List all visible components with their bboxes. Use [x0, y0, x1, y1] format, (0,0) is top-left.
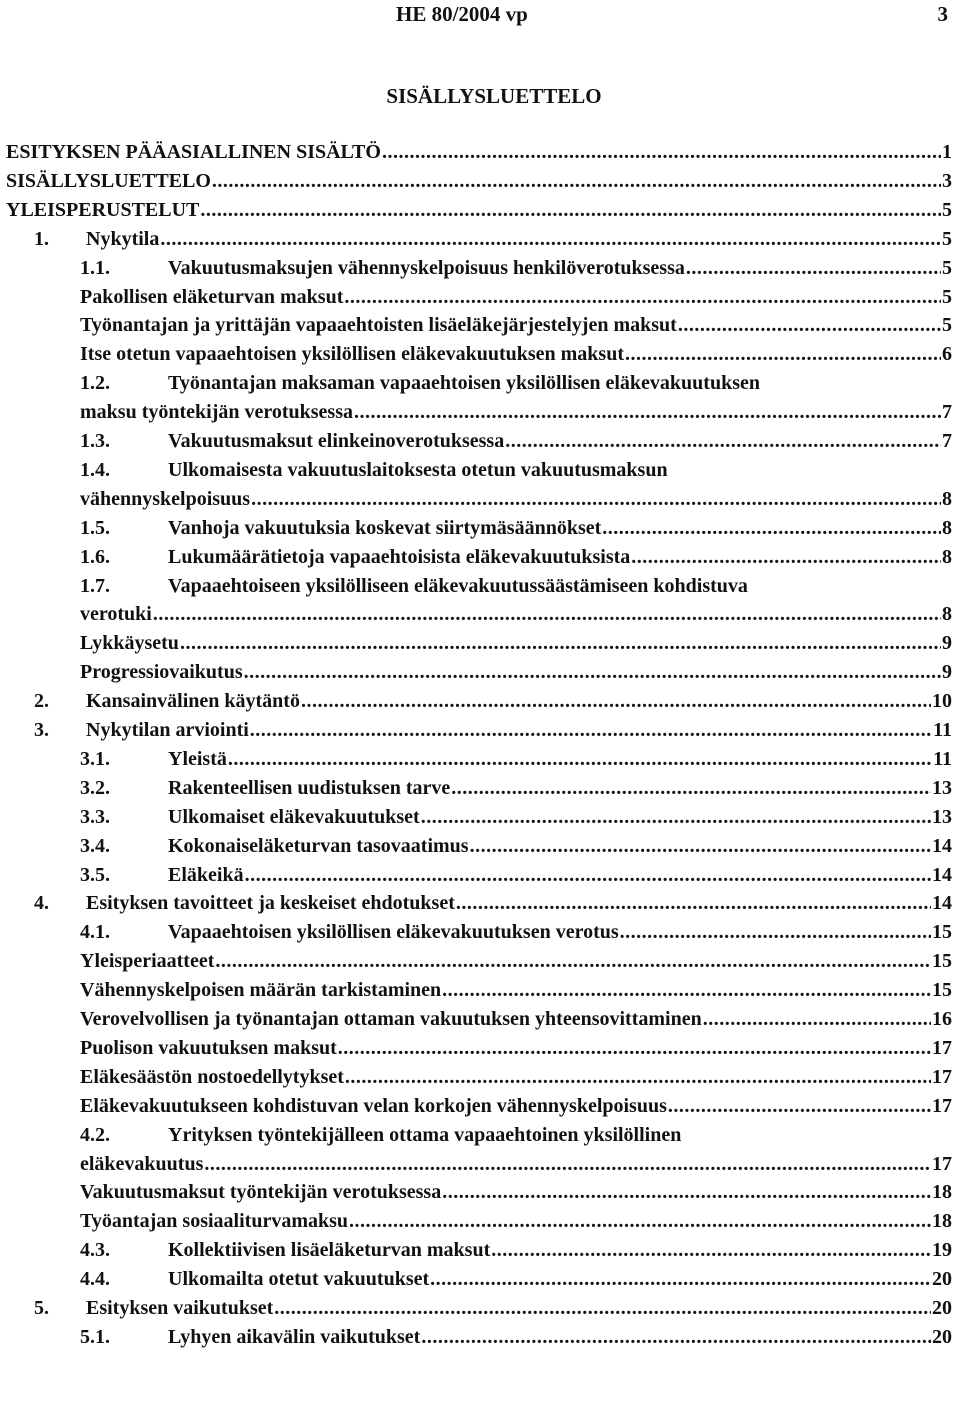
toc-entry-page: 20 [932, 1268, 952, 1291]
toc-entry-label: Lykkäysetu [80, 632, 179, 655]
toc-entry-number: 1.5. [80, 516, 110, 539]
toc-leader-dots [491, 1236, 931, 1265]
toc-entry[interactable] [0, 283, 960, 312]
toc-entry[interactable] [0, 687, 960, 716]
toc-entry-page: 10 [932, 690, 952, 713]
toc-entry-label: vähennyskelpoisuus [80, 487, 251, 510]
toc-entry-label: Esityksen vaikutukset [86, 1297, 274, 1319]
toc-entry-page: 16 [932, 1008, 952, 1030]
toc-leader-dots [602, 514, 941, 543]
toc-leader-dots [204, 1150, 931, 1179]
toc-entry-label: Esityksen tavoitteet ja keskeiset ehdotukset [86, 892, 455, 915]
toc-leader-dots [160, 225, 941, 254]
toc-leader-dots [338, 1034, 931, 1063]
toc-leader-dots [212, 167, 941, 196]
toc-entry-label: Työnantajan maksaman vapaaehtoisen yksilöllisen eläkevakuutuksen [168, 372, 760, 395]
toc-entry[interactable] [0, 167, 960, 196]
toc-leader-dots [625, 340, 941, 369]
toc-entry-page: 7 [942, 430, 952, 452]
toc-entry-label: maksu työntekijän verotuksessa [80, 401, 353, 424]
toc-entry-page: 11 [933, 719, 952, 741]
toc-entry-number: 1.2. [80, 372, 110, 395]
toc-entry[interactable] [0, 138, 960, 167]
toc-entry-number: 4. [34, 892, 49, 915]
toc-leader-dots [620, 918, 931, 947]
toc-leader-dots [274, 1294, 931, 1323]
toc-leader-dots [180, 629, 941, 658]
toc-entry-number: 1. [34, 227, 49, 250]
toc-entry[interactable] [0, 600, 960, 629]
toc-entry-number: 2. [34, 690, 49, 713]
toc-entry-label: Vakuutusmaksut elinkeinoverotuksessa [168, 430, 505, 452]
toc-entry-label: Nykytilan arviointi [86, 719, 249, 741]
toc-entry[interactable] [0, 514, 960, 543]
toc-entry-label: Kokonaiseläketurvan tasovaatimus [168, 834, 469, 857]
toc-entry-number: 3.4. [80, 834, 110, 857]
toc-entry-label: Pakollisen eläketurvan maksut [80, 285, 344, 308]
toc-entry-page: 14 [932, 863, 952, 886]
toc-entry-page: 14 [932, 834, 952, 857]
page-header [0, 0, 960, 28]
toc-entry[interactable] [0, 1121, 960, 1150]
toc-leader-dots [245, 861, 931, 890]
toc-entry-label: Puolison vakuutuksen maksut [80, 1036, 337, 1059]
toc-leader-dots [344, 283, 941, 312]
toc-entry-page: 15 [932, 950, 952, 973]
toc-entry-label: Vapaaehtoiseen yksilölliseen eläkevakuutussäästämiseen kohdistuva [168, 574, 748, 597]
toc-entry[interactable] [0, 311, 960, 340]
toc-entry-label: Vakuutusmaksut työntekijän verotuksessa [80, 1181, 442, 1204]
toc-entry-page: 8 [942, 545, 952, 568]
toc-entry[interactable] [0, 1092, 960, 1121]
toc-entry-page: 5 [942, 285, 952, 308]
toc-entry-number: 4.4. [80, 1268, 110, 1291]
toc-entry-label: Ulkomailta otetut vakuutukset [168, 1268, 430, 1291]
toc-entry-number: 3.3. [80, 805, 110, 828]
toc-entry-page: 7 [942, 401, 952, 424]
toc-entry[interactable] [0, 1034, 960, 1063]
document-id: HE 80/2004 vp [396, 2, 528, 26]
toc-entry-label: Eläkevakuutukseen kohdistuvan velan korkojen vähennyskelpoisuus [80, 1094, 667, 1117]
toc-entry-page: 5 [942, 227, 952, 250]
toc-leader-dots [228, 745, 932, 774]
toc-leader-dots [244, 658, 941, 687]
toc-entry-number: 1.4. [80, 458, 110, 481]
toc-entry-page: 13 [932, 805, 952, 828]
toc-entry-number: 3.5. [80, 863, 110, 886]
toc-entry-page: 8 [942, 603, 952, 626]
toc-entry-page: 6 [942, 343, 952, 366]
toc-leader-dots [430, 1265, 931, 1294]
toc-entry-label: Kollektiivisen lisäeläketurvan maksut [168, 1239, 491, 1262]
toc-entry-label: Työnantajan ja yrittäjän vapaaehtoisten lisäeläkejärjestelyjen maksut [80, 314, 677, 337]
toc-entry-label: Yleistä [168, 747, 227, 770]
toc-entry[interactable] [0, 1236, 960, 1265]
toc-entry-label: Yleisperiaatteet [80, 950, 215, 973]
toc-leader-dots [631, 543, 941, 572]
toc-leader-dots [200, 196, 941, 225]
toc-leader-dots [354, 398, 941, 427]
toc-entry-page: 18 [932, 1210, 952, 1233]
toc-entry[interactable] [0, 774, 960, 803]
toc-entry-label: Työantajan sosiaaliturvamaksu [80, 1210, 349, 1233]
page-number: 3 [937, 2, 948, 26]
toc-entry[interactable] [0, 1207, 960, 1236]
toc-leader-dots [349, 1207, 931, 1236]
toc-entry[interactable] [0, 658, 960, 687]
toc-entry[interactable] [0, 485, 960, 514]
toc-entry[interactable] [0, 1265, 960, 1294]
toc-entry-page: 5 [942, 256, 952, 279]
toc-leader-dots [470, 832, 931, 861]
toc-entry-label: Vapaaehtoisen yksilöllisen eläkevakuutuksen verotus [168, 921, 619, 944]
toc-entry[interactable] [0, 254, 960, 283]
toc-entry-label: Ulkomaiset eläkevakuutukset [168, 805, 420, 828]
toc-entry-page: 8 [942, 516, 952, 539]
toc-entry[interactable] [0, 572, 960, 601]
toc-entry-label: Itse otetun vapaaehtoisen yksilöllisen eläkevakuutuksen maksut [80, 343, 624, 366]
toc-entry[interactable] [0, 918, 960, 947]
toc-entry[interactable] [0, 1063, 960, 1092]
toc-entry[interactable] [0, 716, 960, 745]
toc-entry[interactable] [0, 629, 960, 658]
toc-entry[interactable] [0, 947, 960, 976]
toc-entry-number: 1.1. [80, 256, 110, 279]
toc-entry-label: SISÄLLYSLUETTELO [6, 169, 211, 192]
toc-leader-dots [456, 889, 931, 918]
toc-entry[interactable] [0, 832, 960, 861]
toc-leader-dots [250, 716, 932, 745]
toc-entry[interactable] [0, 196, 960, 225]
toc-entry[interactable] [0, 1150, 960, 1179]
toc-entry-number: 5.1. [80, 1325, 110, 1348]
toc-entry-page: 15 [932, 921, 952, 944]
toc-entry[interactable] [0, 745, 960, 774]
toc-entry-label: verotuki [80, 603, 152, 626]
toc-entry-page: 11 [933, 747, 952, 770]
toc-entry-label: Vanhoja vakuutuksia koskevat siirtymäsäännökset [168, 516, 602, 539]
toc-entry-label: ESITYKSEN PÄÄASIALLINEN SISÄLTÖ [6, 141, 381, 163]
toc-entry[interactable] [0, 456, 960, 485]
toc-entry[interactable] [0, 543, 960, 572]
toc-entry-page: 17 [932, 1094, 952, 1117]
toc-entry-number: 3.1. [80, 747, 110, 770]
toc-leader-dots [421, 1323, 931, 1352]
toc-entry-page: 19 [932, 1239, 952, 1262]
toc-entry-page: 1 [942, 141, 952, 163]
toc-entry-label: Lukumäärätietoja vapaaehtoisista eläkevakuutuksista [168, 545, 631, 568]
toc-leader-dots [505, 427, 941, 456]
toc-entry[interactable] [0, 861, 960, 890]
toc-entry-page: 18 [932, 1181, 952, 1204]
toc-entry[interactable] [0, 1294, 960, 1323]
toc-entry-label: Rakenteellisen uudistuksen tarve [168, 776, 451, 799]
toc-entry-page: 17 [932, 1036, 952, 1059]
toc-entry-page: 15 [932, 979, 952, 1002]
toc-entry-label: Vakuutusmaksujen vähennyskelpoisuus henkilöverotuksessa [168, 256, 685, 279]
toc-entry[interactable] [0, 803, 960, 832]
toc-leader-dots [215, 947, 931, 976]
toc-entry-label: Progressiovaikutus [80, 661, 243, 684]
toc-leader-dots [421, 803, 931, 832]
toc-leader-dots [703, 1005, 931, 1034]
toc-entry-page: 14 [932, 892, 952, 915]
toc-title: SISÄLLYSLUETTELO [386, 84, 602, 108]
toc-leader-dots [678, 311, 941, 340]
toc-entry[interactable] [0, 398, 960, 427]
toc-entry-page: 9 [942, 632, 952, 655]
toc-leader-dots [251, 485, 941, 514]
toc-entry[interactable] [0, 1178, 960, 1207]
toc-entry[interactable] [0, 889, 960, 918]
toc-leader-dots [153, 600, 941, 629]
toc-entry-label: Ulkomaisesta vakuutuslaitoksesta otetun vakuutusmaksun [168, 458, 668, 481]
toc-entry-label: Lyhyen aikavälin vaikutukset [168, 1325, 421, 1348]
toc-entry[interactable] [0, 1323, 960, 1352]
toc-entry[interactable] [0, 369, 960, 398]
toc-entry-page: 5 [942, 198, 952, 221]
toc-entry-label: Verovelvollisen ja työnantajan ottaman vakuutuksen yhteensovittaminen [80, 1008, 702, 1030]
toc-entry[interactable] [0, 225, 960, 254]
toc-leader-dots [451, 774, 931, 803]
toc-entry[interactable] [0, 1005, 960, 1034]
toc-leader-dots [345, 1063, 931, 1092]
toc-entry-number: 5. [34, 1297, 49, 1319]
toc-entry-page: 17 [932, 1065, 952, 1088]
toc-entry-number: 4.3. [80, 1239, 110, 1262]
toc-entry-page: 5 [942, 314, 952, 337]
toc-entry-number: 1.3. [80, 430, 110, 452]
toc-entry-label: Eläkesäästön nostoedellytykset [80, 1065, 344, 1088]
toc-entry-page: 20 [932, 1297, 952, 1319]
toc-entry-page: 9 [942, 661, 952, 684]
toc-entry-label: Nykytila [86, 227, 160, 250]
toc-entry-label: Kansainvälinen käytäntö [86, 690, 300, 713]
toc-leader-dots [382, 138, 941, 167]
toc-entry-label: Vähennyskelpoisen määrän tarkistaminen [80, 979, 442, 1002]
toc-entry-page: 3 [942, 169, 952, 192]
toc-entry-number: 4.1. [80, 921, 110, 944]
toc-leader-dots [686, 254, 941, 283]
toc-entry[interactable] [0, 340, 960, 369]
toc-entry-number: 3.2. [80, 776, 110, 799]
toc-entry-number: 4.2. [80, 1123, 110, 1146]
toc-entry-page: 20 [932, 1325, 952, 1348]
toc-entry-label: YLEISPERUSTELUT [6, 198, 200, 221]
toc-leader-dots [442, 976, 931, 1005]
toc-leader-dots [442, 1178, 931, 1207]
toc-entry-page: 17 [932, 1152, 952, 1175]
toc-entry-number: 1.7. [80, 574, 110, 597]
toc-entry-number: 3. [34, 719, 49, 741]
toc-entry-label: Yrityksen työntekijälleen ottama vapaaehtoinen yksilöllinen [168, 1123, 682, 1146]
toc-leader-dots [301, 687, 931, 716]
toc-entry-page: 13 [932, 776, 952, 799]
toc-entry-page: 8 [942, 487, 952, 510]
toc-entry-number: 1.6. [80, 545, 110, 568]
toc-entry-label: eläkevakuutus [80, 1152, 204, 1175]
toc-leader-dots [668, 1092, 931, 1121]
toc-entry[interactable] [0, 427, 960, 456]
toc-entry-label: Eläkeikä [168, 863, 244, 886]
toc-entry[interactable] [0, 976, 960, 1005]
